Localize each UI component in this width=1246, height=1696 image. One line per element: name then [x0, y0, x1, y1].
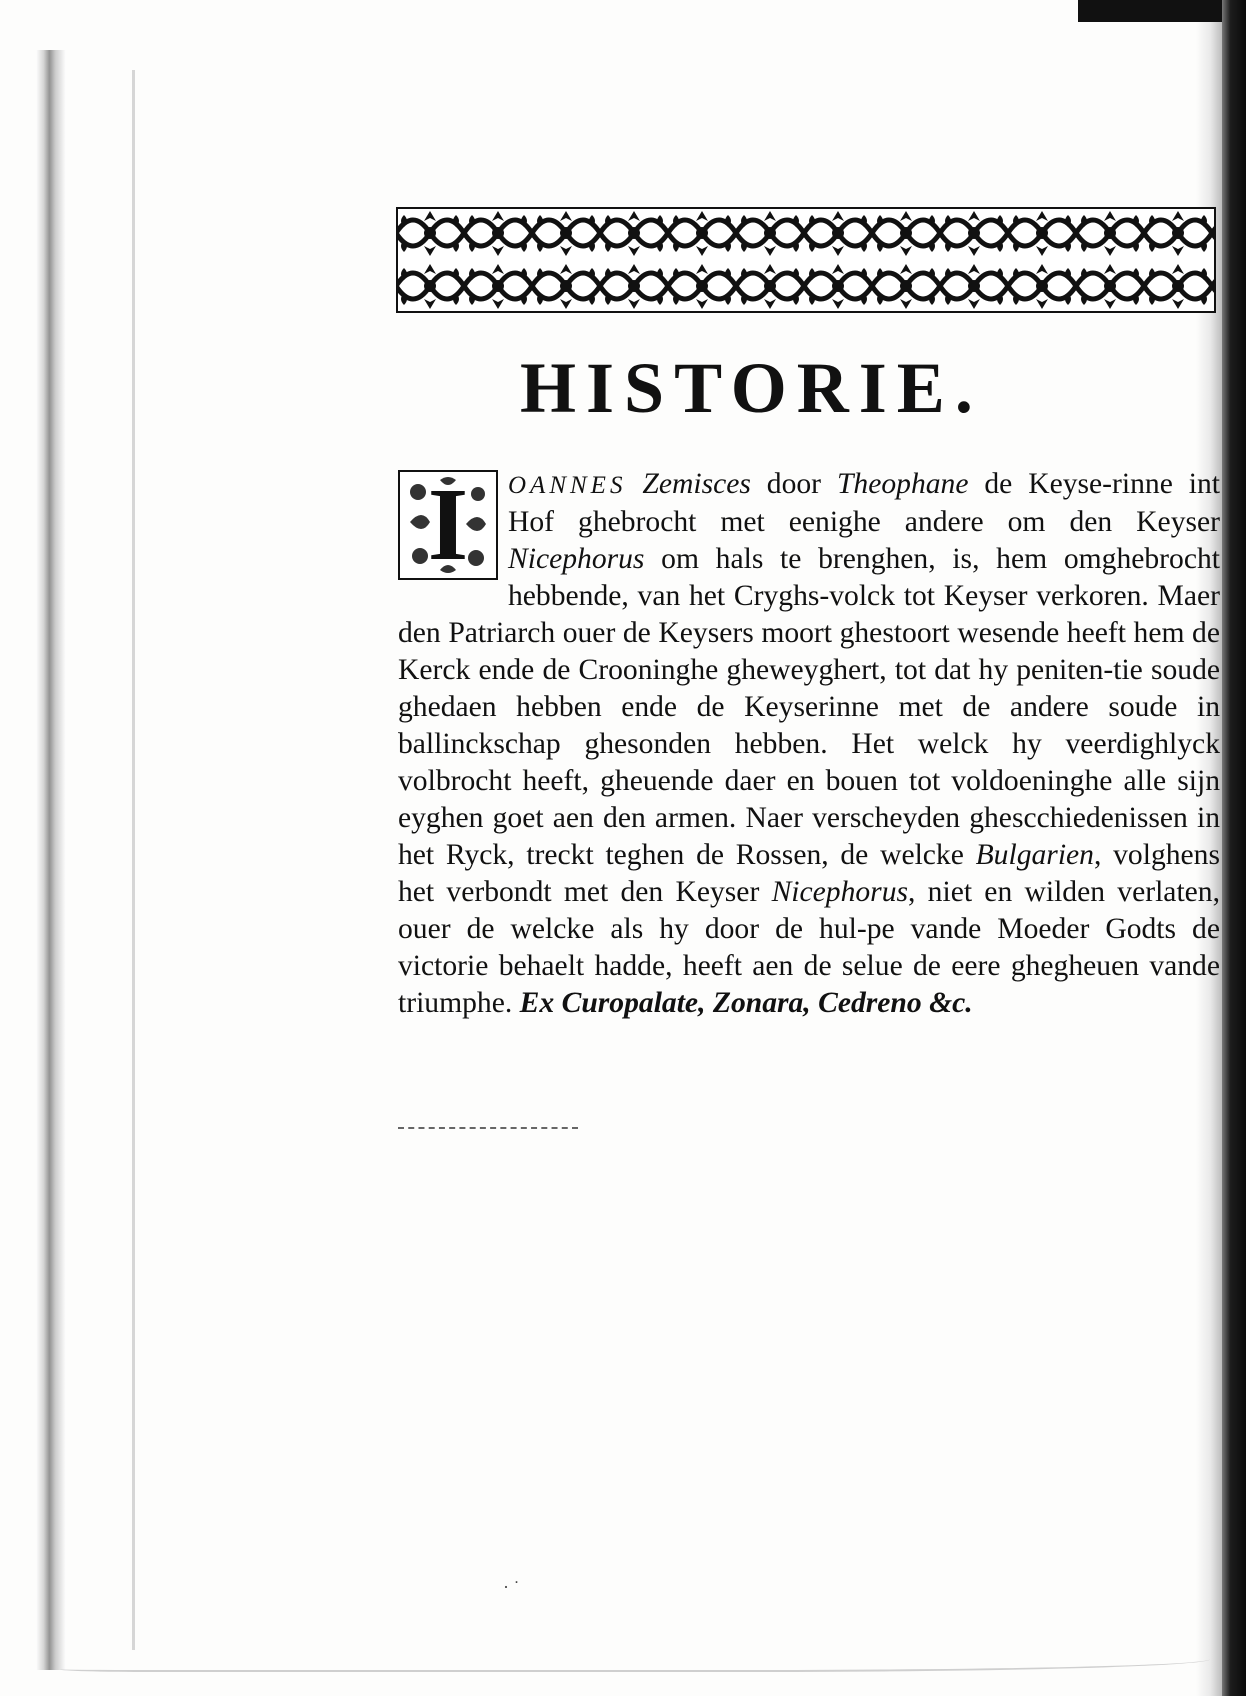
name-nicephorus-1: Nicephorus: [508, 543, 645, 575]
binding-edge: [1222, 0, 1246, 1696]
page-bottom-edge: [60, 1640, 1210, 1672]
text-segment-1: door: [750, 468, 837, 500]
source-citation: Ex Curopalate, Zonara, Cedreno &c.: [519, 987, 973, 1019]
body-paragraph: [398, 466, 1220, 1022]
opening-caps: OANNES: [508, 472, 627, 499]
stray-ink-mark: · ˙: [503, 1577, 520, 1597]
text-segment-3: om hals te brenghen, is, hem omghebrocht hebbende, van het Cryghs-volck tot Keyser verkoren. Maer den Patriarch ouer de Keysers moort ghestoort wesende heeft hem de Kerck ende de Crooninghe gheweyghert, tot dat hy peniten-tie soude ghedaen hebben ende de Keyserinne met de andere soude in ballinckschap ghesonden hebben. Het welck hy veerdighlyck volbrocht heeft, gheuende daer en bouen tot voldoeninghe alle sijn eyghen goet aen den armen. Naer verscheyden ghescchiedenissen in het Ryck, treckt teghen de Rossen, de welcke: [398, 543, 1220, 871]
left-gutter-line: [132, 70, 135, 1650]
drop-cap-letter: I: [427, 467, 469, 582]
ornamental-headpiece: [396, 207, 1216, 313]
page-title: HISTORIE.: [520, 348, 983, 428]
binding-shadow-top: [1078, 0, 1246, 22]
text-segment-2: de Keyse-rinne int Hof ghebrocht met eenighe andere om den Keyser: [508, 468, 1220, 538]
text-segment-4: , volghens het verbondt met den Keyser: [398, 839, 1220, 908]
name-zemisces: Zemisces: [642, 468, 751, 500]
decorated-initial: [398, 467, 498, 582]
cut-off-text-line: [398, 1127, 578, 1133]
left-page-edge: [36, 50, 66, 1670]
name-nicephorus-2: Nicephorus: [771, 876, 909, 908]
name-theophane: Theophane: [836, 468, 969, 500]
name-bulgarien: Bulgarien: [975, 839, 1094, 871]
text-segment-5: , niet en wilden verlaten, ouer de welcke als hy door de hul-pe vande Moeder Godts de victorie behaelt hadde, heeft aen de selue de eere ghegheuen vande triumphe.: [398, 876, 1220, 1019]
